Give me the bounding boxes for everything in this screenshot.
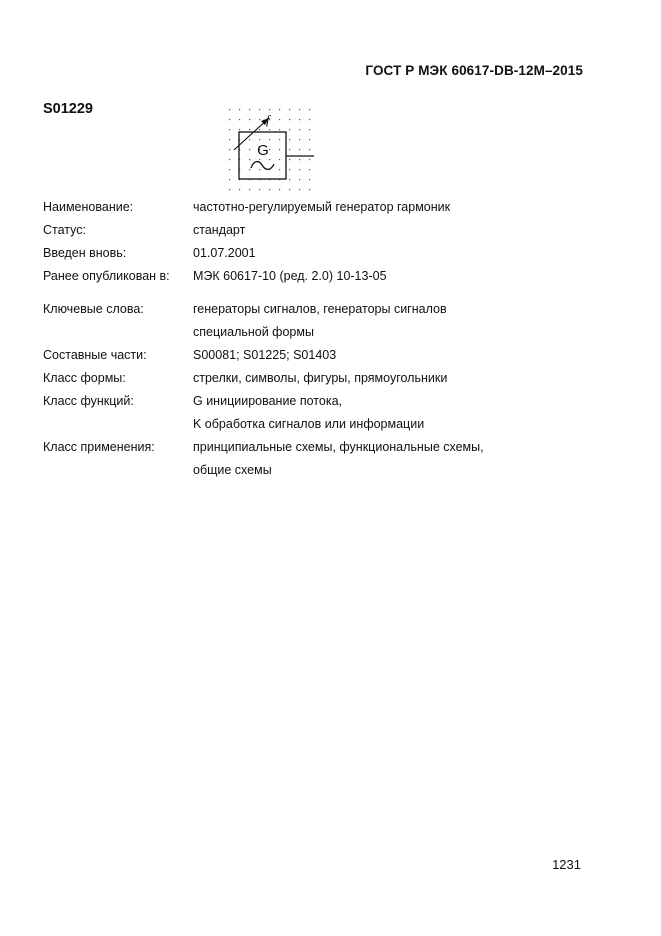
field-value-line: стандарт [193,223,246,237]
variable-label: f [266,112,270,127]
grid-dot [279,129,280,130]
grid-dot [299,119,300,120]
grid-dot [259,159,260,160]
field-label: Наименование: [43,200,134,214]
grid-dot [249,109,250,110]
grid-dot [269,129,270,130]
field-label: Ключевые слова: [43,302,144,316]
field-value [193,242,563,265]
grid-dot [289,159,290,160]
grid-dot [279,139,280,140]
grid-dot [229,119,230,120]
grid-dot [309,129,310,130]
grid-dot [249,159,250,160]
field-row [43,219,563,242]
field-value [193,436,563,482]
field-label: Введен вновь: [43,246,127,260]
grid-dot [289,139,290,140]
grid-dot [289,109,290,110]
field-value-line: частотно-регулируемый генератор гармоник [193,200,451,214]
grid-dot [239,189,240,190]
grid-dot [279,169,280,170]
field-value [193,367,563,390]
grid-dot [229,179,230,180]
field-value [193,196,563,219]
grid-dot [269,139,270,140]
field-label: Класс функций: [43,394,134,408]
grid-dot [299,179,300,180]
grid-dot [229,159,230,160]
field-value-line: МЭК 60617-10 (ред. 2.0) 10-13-05 [193,269,387,283]
field-value-line: генераторы сигналов, генераторы сигналов [193,302,447,316]
grid-dot [259,169,260,170]
grid-dot [309,119,310,120]
field-label: Класс применения: [43,440,155,454]
grid-dot [309,179,310,180]
grid-dot [289,189,290,190]
generator-letter: G [257,142,269,159]
grid-dot [229,139,230,140]
field-row [43,436,563,482]
field-value [193,265,563,288]
field-label: Статус: [43,223,86,237]
field-row [43,298,563,344]
grid-dot [239,119,240,120]
grid-dot [309,149,310,150]
field-row [43,367,563,390]
grid-dot [309,159,310,160]
field-label: Составные части: [43,348,147,362]
field-value-line: K обработка сигналов или информации [193,417,425,431]
grid-dot [239,109,240,110]
grid-dot [259,139,260,140]
grid-dot [289,129,290,130]
field-row [43,390,563,436]
field-value-line: 01.07.2001 [193,246,256,260]
grid-dot [279,119,280,120]
field-row [43,196,563,219]
grid-dot [229,109,230,110]
grid-dot [249,149,250,150]
grid-dot [249,139,250,140]
field-value-line: G инициирование потока, [193,394,343,408]
grid-dot [299,189,300,190]
grid-dot [249,189,250,190]
grid-dot [279,189,280,190]
symbol-code: S01229 [43,101,93,117]
grid-dot [259,129,260,130]
grid-dot [309,139,310,140]
field-value-line: S00081; S01225; S01403 [193,348,337,362]
grid-dot [239,129,240,130]
grid-dot [309,169,310,170]
sine-wave-icon [251,162,274,170]
field-value [193,219,563,242]
grid-dot [249,119,250,120]
field-value [193,344,563,367]
grid-dot [299,149,300,150]
field-row [43,242,563,265]
grid-dot [249,129,250,130]
grid-dot [279,109,280,110]
grid-dot [289,149,290,150]
grid-dot [279,159,280,160]
grid-dot [229,169,230,170]
field-label: Класс формы: [43,371,126,385]
field-value [193,390,563,436]
grid-dot [269,149,270,150]
grid-dot [269,109,270,110]
grid-dot [249,169,250,170]
grid-dot [229,129,230,130]
field-row [43,344,563,367]
grid-dot [229,149,230,150]
field-label: Ранее опубликован в: [43,269,170,283]
grid-dot [299,159,300,160]
page-number: 1231 [552,857,581,872]
grid-dot [259,189,260,190]
grid-dot [289,169,290,170]
grid-dot [269,189,270,190]
field-value-line: специальной формы [193,325,314,339]
field-value-line: принципиальные схемы, функциональные схемы, [193,440,484,454]
grid-dot [229,189,230,190]
grid-dot [269,159,270,160]
grid-dot [289,179,290,180]
grid-dot [259,119,260,120]
grid-dot [299,139,300,140]
generator-symbol-figure [224,104,318,194]
field-value-line: стрелки, символы, фигуры, прямоугольники [193,371,448,385]
grid-dot [259,109,260,110]
field-value [193,298,563,344]
document-header: ГОСТ Р МЭК 60617-DB-12M–2015 [365,63,583,78]
grid-dot [289,119,290,120]
grid-dot [279,149,280,150]
grid-dot [299,169,300,170]
grid-dot [309,189,310,190]
grid-dot [309,109,310,110]
grid-dot [299,109,300,110]
field-value-line: общие схемы [193,463,272,477]
attributes-table [43,196,563,482]
grid-dot [299,129,300,130]
field-row [43,265,563,288]
